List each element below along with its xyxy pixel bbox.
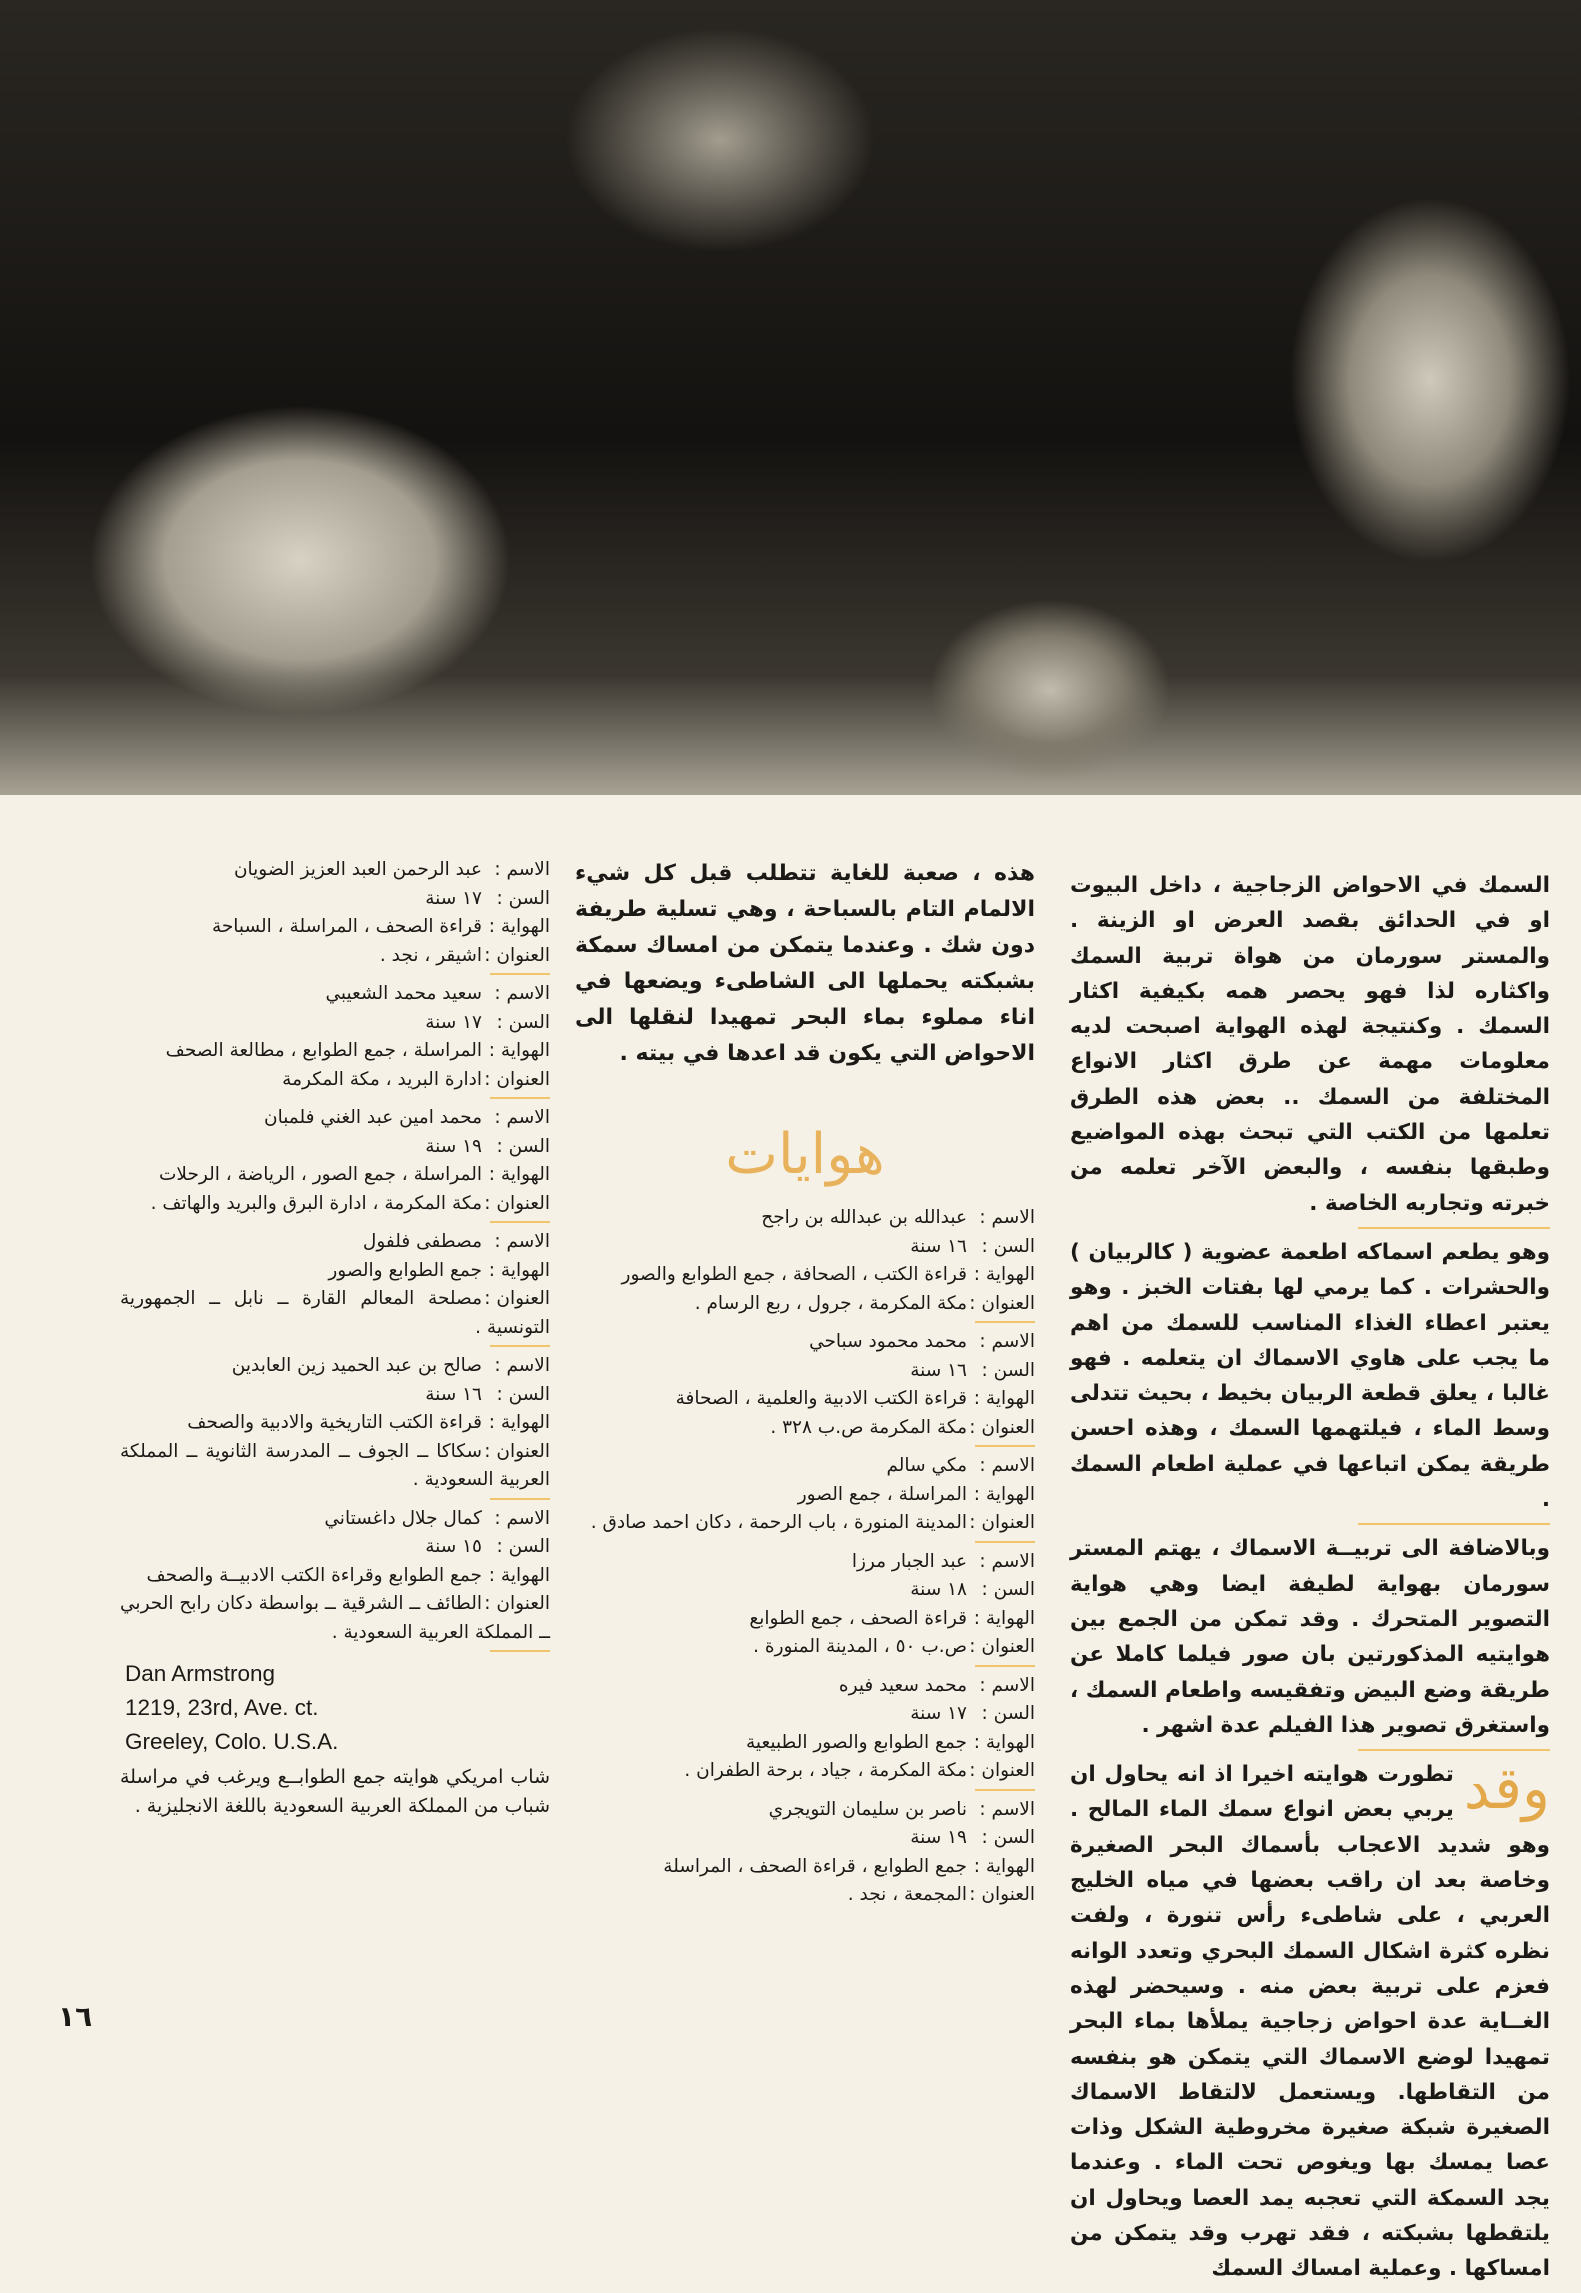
profile-age-value: ١٥ سنة bbox=[425, 1536, 482, 1557]
profile-age-label: السن : bbox=[967, 1233, 1035, 1262]
aquarium-photo bbox=[0, 0, 1581, 795]
entry-separator bbox=[490, 1221, 550, 1223]
profile-age-label: السن : bbox=[482, 1381, 550, 1410]
profile-name-label: الاسم : bbox=[482, 1104, 550, 1133]
profile-entry bbox=[120, 856, 550, 970]
profile-address-line bbox=[120, 1066, 550, 1095]
entry-separator bbox=[975, 1789, 1035, 1791]
profile-hobby-line bbox=[575, 1385, 1035, 1414]
profile-hobby-label: الهواية : bbox=[967, 1853, 1035, 1882]
profile-address-label: العنوان : bbox=[967, 1633, 1035, 1662]
profile-address-label: العنوان : bbox=[482, 1438, 550, 1467]
profile-name-line bbox=[120, 980, 550, 1009]
profile-list bbox=[120, 856, 550, 1652]
entry-separator bbox=[975, 1665, 1035, 1667]
profile-address-value: اشيقر ، نجد . bbox=[379, 944, 482, 966]
profile-hobby-value: جمع الطوابع والصور bbox=[328, 1259, 482, 1281]
profile-age-line bbox=[575, 1233, 1035, 1262]
profile-entry bbox=[120, 1104, 550, 1218]
section-heading: هوايات bbox=[725, 1122, 885, 1187]
profile-address-line bbox=[120, 1285, 550, 1342]
profile-name-value: محمد سعيد فيره bbox=[838, 1674, 967, 1696]
profile-age-line bbox=[120, 1381, 550, 1410]
entry-separator bbox=[490, 973, 550, 975]
profile-name-line bbox=[575, 1672, 1035, 1701]
profile-name-label: الاسم : bbox=[482, 856, 550, 885]
pen-pal-note: شاب امريكي هوايته جمع الطوابــع ويرغب في مراسلة شباب من المملكة العربية السعودية باللغة الانجليزية . bbox=[120, 1766, 550, 1817]
article-paragraph: وبالاضافة الى تربيــة الاسماك ، يهتم المستر سورمان بهواية لطيفة ايضا وهي هواية التصوير المتحرك . وقد تمكن من الجمع بين هوايتيه المذكورتين بان صور فيلما كاملا عن طريقة وضع البيض وتفقيسه واطعام السمك ، واستغرق تصوير هذا الفيلم عدة اشهر . bbox=[1070, 1536, 1550, 1738]
profile-age-label: السن : bbox=[967, 1576, 1035, 1605]
profile-hobby-line bbox=[120, 1562, 550, 1591]
profile-hobby-value: قراءة الكتب ، الصحافة ، جمع الطوابع والصور bbox=[621, 1264, 967, 1285]
profile-hobby-label: الهواية : bbox=[967, 1729, 1035, 1758]
profile-name-value: عبد الجبار مرزا bbox=[851, 1550, 967, 1572]
profile-address-value: المجمعة ، نجد . bbox=[847, 1884, 967, 1905]
profile-name-value: محمد امين عبد الغني فلمبان bbox=[264, 1107, 482, 1128]
profile-hobby-line bbox=[120, 1037, 550, 1066]
profile-age-value: ١٦ سنة bbox=[910, 1359, 967, 1381]
profile-name-label: الاسم : bbox=[967, 1204, 1035, 1233]
profile-age-line bbox=[120, 1009, 550, 1038]
profile-entry bbox=[575, 1672, 1035, 1786]
paragraph-separator bbox=[1358, 1523, 1550, 1525]
profile-age-line bbox=[575, 1357, 1035, 1386]
profile-name-line bbox=[120, 1104, 550, 1133]
profile-hobby-value: قراءة الكتب التاريخية والادبية والصحف bbox=[187, 1412, 482, 1433]
profile-entry bbox=[575, 1204, 1035, 1318]
page-number: ١٦ bbox=[58, 2000, 93, 2033]
profile-address-label: العنوان : bbox=[967, 1757, 1035, 1786]
profile-entry bbox=[575, 1328, 1035, 1442]
profile-address-label: العنوان : bbox=[967, 1881, 1035, 1910]
article-paragraph: السمك في الاحواض الزجاجية ، داخل البيوت او في الحدائق بقصد العرض او الزينة . والمستر سورمان من هواة تربية السمك واكثاره لذا فهو يحصر همه بكيفية اكثار السمك . وكنتيجة لهذه الهواية اصبحت لديه معلومات مهمة عن طرق اكثار الانواع المختلفة من السمك .. بعض هذه الطرق تعلمها من الكتب التي تبحث بهذه المواضيع وطبقها بنفسه ، والبعض الآخر تعلمه من خبرته وتجاربه الخاصة . bbox=[1070, 873, 1550, 1216]
profile-name-label: الاسم : bbox=[967, 1452, 1035, 1481]
profile-name-label: الاسم : bbox=[967, 1328, 1035, 1357]
profile-age-value: ١٦ سنة bbox=[910, 1235, 967, 1257]
paragraph-separator bbox=[1358, 1749, 1550, 1751]
profile-address-value: مكة المكرمة ، جياد ، برحة الطفران . bbox=[684, 1760, 967, 1781]
profile-hobby-line bbox=[575, 1481, 1035, 1510]
profile-age-value: ١٧ سنة bbox=[425, 887, 482, 909]
profile-age-line bbox=[120, 1533, 550, 1562]
profile-name-value: عبد الرحمن العبد العزيز الضويان bbox=[233, 859, 482, 880]
profile-hobby-line bbox=[575, 1729, 1035, 1758]
profile-entry bbox=[575, 1452, 1035, 1538]
profile-hobby-value: جمع الطوابع والصور الطبيعية bbox=[745, 1731, 967, 1753]
profile-name-label: الاسم : bbox=[482, 1352, 550, 1381]
profile-hobby-line bbox=[120, 913, 550, 942]
profile-age-line bbox=[120, 885, 550, 914]
profile-hobby-line bbox=[120, 1257, 550, 1286]
article-column-left bbox=[120, 856, 550, 1821]
profile-hobby-value: قراءة الصحف ، المراسلة ، السباحة bbox=[211, 916, 482, 937]
profile-entry bbox=[120, 1352, 550, 1495]
profile-name-label: الاسم : bbox=[482, 980, 550, 1009]
profile-address-label: العنوان : bbox=[967, 1509, 1035, 1538]
profile-address-line bbox=[120, 942, 550, 971]
profile-hobby-value: جمع الطوابع وقراءة الكتب الادبيــة والصحف bbox=[146, 1564, 482, 1586]
profile-hobby-value: جمع الطوابع ، قراءة الصحف ، المراسلة bbox=[663, 1855, 967, 1877]
profile-age-value: ١٨ سنة bbox=[910, 1579, 967, 1600]
profile-entry bbox=[120, 1505, 550, 1648]
article-continuation: هذه ، صعبة للغاية تتطلب قبل كل شيء الالمام التام بالسباحة ، وهي تسلية طريفة دون شك . وعندما يتمكن من امساك سمكة بشبكته يحملها الى الشاطىء ويضعها في اناء مملوء بماء البحر تمهيدا لنقلها الى الاحواض التي يكون قد اعدها في بيته . bbox=[575, 861, 1035, 1066]
profile-hobby-label: الهواية : bbox=[482, 1409, 550, 1438]
profile-name-line bbox=[120, 856, 550, 885]
profile-hobby-line bbox=[575, 1605, 1035, 1634]
profile-hobby-line bbox=[120, 1409, 550, 1438]
profile-address-label: العنوان : bbox=[967, 1290, 1035, 1319]
profile-entry bbox=[575, 1548, 1035, 1662]
profile-name-line bbox=[575, 1796, 1035, 1825]
address-line: 1219, 23rd, Ave. ct. bbox=[125, 1695, 319, 1720]
profile-hobby-label: الهواية : bbox=[482, 1257, 550, 1286]
profile-hobby-value: المراسلة ، جمع الطوابع ، مطالعة الصحف bbox=[165, 1040, 482, 1061]
profile-hobby-label: الهواية : bbox=[482, 1562, 550, 1591]
article-column-middle bbox=[575, 856, 1035, 1912]
entry-separator bbox=[975, 1321, 1035, 1323]
entry-separator bbox=[490, 1650, 550, 1652]
profile-hobby-line bbox=[575, 1261, 1035, 1290]
drop-cap: وقد bbox=[1463, 1754, 1550, 1823]
profile-hobby-line bbox=[575, 1853, 1035, 1882]
article-column-right bbox=[1070, 868, 1550, 2293]
profile-age-label: السن : bbox=[967, 1700, 1035, 1729]
entry-separator bbox=[490, 1345, 550, 1347]
profile-age-line bbox=[575, 1576, 1035, 1605]
profile-address-value: ادارة البريد ، مكة المكرمة bbox=[282, 1068, 482, 1090]
profile-name-line bbox=[575, 1548, 1035, 1577]
article-paragraph: وهو يطعم اسماكه اطعمة عضوية ( كالربيان ) والحشرات . كما يرمي لها بفتات الخبز . وهو يعتبر اعطاء الغذاء المناسب للسمك من اهم ما يجب على هاوي الاسماك ان يتعلمه . فهو غالبا ، يعلق قطعة الربيان بخيط ، بحيث تتدلى وسط الماء ، فيلتهمها السمك ، وهذه احسن طريقة يمكن اتباعها في عملية اطعام السمك . bbox=[1070, 1239, 1550, 1513]
profile-address-value: مكة المكرمة ص.ب ٣٢٨ . bbox=[770, 1416, 967, 1438]
profile-age-label: السن : bbox=[482, 1533, 550, 1562]
entry-separator bbox=[490, 1498, 550, 1500]
profile-age-label: السن : bbox=[967, 1824, 1035, 1853]
profile-entry bbox=[120, 1228, 550, 1342]
profile-entry bbox=[120, 980, 550, 1094]
profile-address-value: الطائف ــ الشرقية ــ بواسطة دكان رابح الحربي ــ المملكة العربية السعودية . bbox=[120, 1593, 550, 1643]
profile-address-line bbox=[120, 1190, 550, 1219]
profile-name-value: صالح بن عبد الحميد زين العابدين bbox=[231, 1355, 482, 1376]
profile-age-value: ١٩ سنة bbox=[910, 1827, 967, 1848]
profile-hobby-label: الهواية : bbox=[482, 913, 550, 942]
profile-name-line bbox=[575, 1452, 1035, 1481]
profile-name-line bbox=[575, 1204, 1035, 1233]
profile-age-line bbox=[575, 1824, 1035, 1853]
profile-age-value: ١٦ سنة bbox=[425, 1383, 482, 1405]
profile-address-value: مكة المكرمة ، ادارة البرق والبريد والهاتف . bbox=[150, 1192, 482, 1214]
profile-name-value: ناصر بن سليمان التويجري bbox=[768, 1798, 967, 1820]
profile-address-line bbox=[575, 1290, 1035, 1319]
profile-age-line bbox=[120, 1133, 550, 1162]
profile-age-value: ١٩ سنة bbox=[425, 1135, 482, 1157]
profile-address-value: مكة المكرمة ، جرول ، ربع الرسام . bbox=[694, 1292, 967, 1314]
profile-address-label: العنوان : bbox=[482, 1285, 550, 1314]
profile-address-label: العنوان : bbox=[967, 1414, 1035, 1443]
profile-age-label: السن : bbox=[482, 1133, 550, 1162]
profile-address-line bbox=[575, 1633, 1035, 1662]
profile-address-value: المدينة المنورة ، باب الرحمة ، دكان احمد صادق . bbox=[590, 1512, 967, 1533]
address-line: Dan Armstrong bbox=[125, 1661, 276, 1686]
profile-hobby-label: الهواية : bbox=[482, 1037, 550, 1066]
profile-hobby-value: المراسلة ، جمع الصور bbox=[797, 1483, 967, 1505]
profile-name-line bbox=[120, 1505, 550, 1534]
profile-hobby-line bbox=[120, 1161, 550, 1190]
profile-age-value: ١٧ سنة bbox=[910, 1703, 967, 1724]
profile-address-line bbox=[120, 1590, 550, 1647]
profile-age-label: السن : bbox=[482, 1009, 550, 1038]
profile-name-line bbox=[575, 1328, 1035, 1357]
profile-entry bbox=[575, 1796, 1035, 1910]
profile-age-value: ١٧ سنة bbox=[425, 1011, 482, 1033]
profile-address-value: سكاكا ــ الجوف ــ المدرسة الثانوية ــ المملكة العربية السعودية . bbox=[120, 1440, 550, 1490]
profile-address-label: العنوان : bbox=[482, 1190, 550, 1219]
profile-address-label: العنوان : bbox=[482, 1590, 550, 1619]
profile-address-line bbox=[120, 1438, 550, 1495]
profile-age-line bbox=[575, 1700, 1035, 1729]
profile-name-line bbox=[120, 1352, 550, 1381]
profile-name-value: مصطفى فلفول bbox=[362, 1231, 482, 1252]
profile-name-label: الاسم : bbox=[482, 1228, 550, 1257]
profile-hobby-label: الهواية : bbox=[967, 1261, 1035, 1290]
profile-name-label: الاسم : bbox=[967, 1548, 1035, 1577]
profile-name-value: سعيد محمد الشعيبي bbox=[325, 983, 482, 1004]
profile-address-line bbox=[575, 1509, 1035, 1538]
profile-hobby-label: الهواية : bbox=[967, 1605, 1035, 1634]
profile-list bbox=[575, 1204, 1035, 1910]
entry-separator bbox=[975, 1541, 1035, 1543]
entry-separator bbox=[490, 1097, 550, 1099]
profile-age-label: السن : bbox=[967, 1357, 1035, 1386]
profile-address-label: العنوان : bbox=[482, 942, 550, 971]
profile-name-value: عبدالله بن عبدالله بن راجح bbox=[761, 1207, 967, 1228]
profile-name-label: الاسم : bbox=[967, 1796, 1035, 1825]
profile-name-label: الاسم : bbox=[967, 1672, 1035, 1701]
profile-name-value: محمد محمود سباحي bbox=[809, 1331, 967, 1352]
profile-address-line bbox=[575, 1757, 1035, 1786]
profile-address-label: العنوان : bbox=[482, 1066, 550, 1095]
profile-address-value: ص.ب ٥٠ ، المدينة المنورة . bbox=[753, 1636, 967, 1657]
profile-address-value: مصلحة المعالم القارة ــ نابل ــ الجمهورية التونسية . bbox=[120, 1288, 550, 1338]
profile-age-label: السن : bbox=[482, 885, 550, 914]
profile-name-value: مكي سالم bbox=[886, 1455, 967, 1476]
profile-hobby-value: قراءة الصحف ، جمع الطوابع bbox=[749, 1607, 967, 1629]
profile-address-line bbox=[575, 1881, 1035, 1910]
article-paragraph bbox=[1070, 1754, 1550, 2286]
profile-hobby-value: المراسلة ، جمع الصور ، الرياضة ، الرحلات bbox=[158, 1164, 482, 1185]
profile-name-line bbox=[120, 1228, 550, 1257]
profile-hobby-label: الهواية : bbox=[482, 1161, 550, 1190]
profile-name-label: الاسم : bbox=[482, 1505, 550, 1534]
profile-hobby-label: الهواية : bbox=[967, 1481, 1035, 1510]
profile-address-line bbox=[575, 1414, 1035, 1443]
entry-separator bbox=[975, 1445, 1035, 1447]
profile-hobby-label: الهواية : bbox=[967, 1385, 1035, 1414]
address-line: Greeley, Colo. U.S.A. bbox=[125, 1729, 339, 1754]
profile-hobby-value: قراءة الكتب الادبية والعلمية ، الصحافة bbox=[675, 1388, 967, 1409]
article-paragraph-text: تطورت هوايته اخيرا اذ انه يحاول ان يربي بعض انواع سمك الماء المالح . وهو شديد الاعجاب بأسماك البحر الصغيرة وخاصة بعد ان راقب بعضها في مياه الخليج العربي ، على شاطىء رأس تنورة ، ولفت نظره كثرة اشكال السمك البحري وتعدد الوانه فعزم على تربية بعض منه . وسيحضر لهذه الغــاية عدة احواض زجاجية يملأها بماء البحر تمهيدا لوضع الاسماك التي يتمكن هو بنفسه من التقاطها. ويستعمل لالتقاط الاسماك الصغيرة شبكة صغيرة مخروطية الشكل وذات عصا يمسك بها ويغوص تحت الماء . وعندما يجد السمكة التي تعجبه يمد العصا ويحاول ان يلتقطها بشبكته ، فقد تهرب وقد يتمكن من امساكها . وعملية امساك السمك bbox=[1070, 1762, 1550, 2282]
foreign-address bbox=[120, 1657, 550, 1759]
paragraph-separator bbox=[1358, 1227, 1550, 1229]
profile-name-value: كمال جلال داغستاني bbox=[324, 1507, 482, 1529]
